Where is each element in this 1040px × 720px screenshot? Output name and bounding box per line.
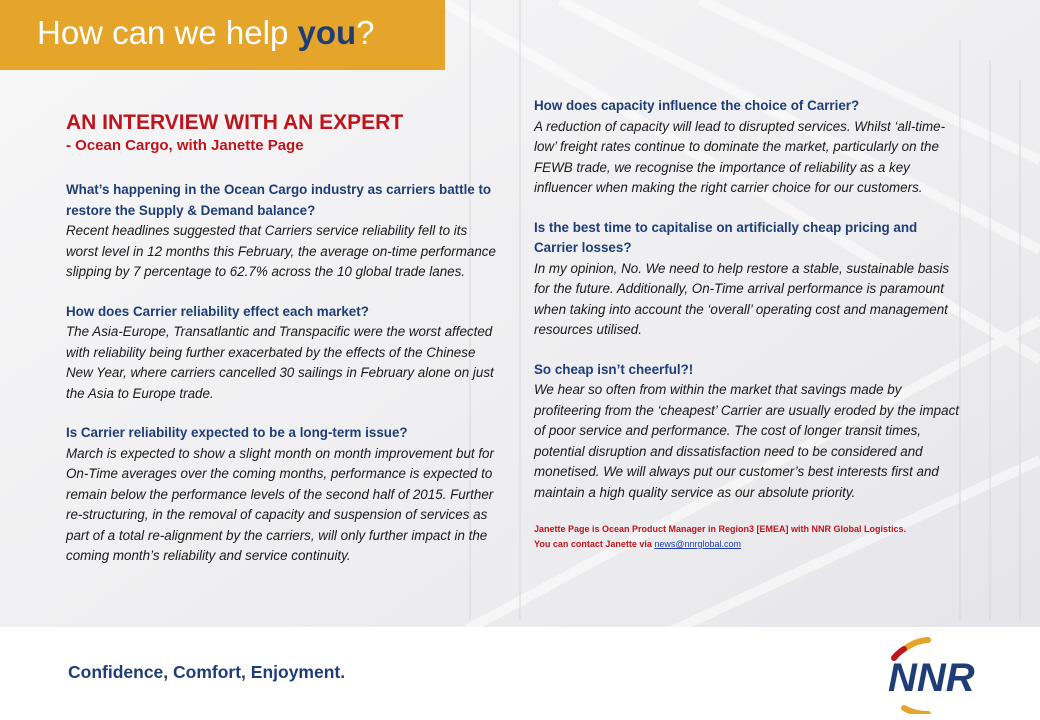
- qa-block: [534, 218, 959, 341]
- question: Is Carrier reliability expected to be a long-term issue?: [66, 425, 408, 440]
- question: Is the best time to capitalise on artificially cheap pricing and Carrier losses?: [534, 219, 918, 255]
- article-title: AN INTERVIEW WITH AN EXPERT: [66, 111, 404, 134]
- question: So cheap isn’t cheerful?!: [534, 361, 694, 377]
- contact-email-link[interactable]: news@nnrglobal.com: [654, 539, 742, 549]
- answer: Recent headlines suggested that Carriers service reliability fell to its worst level in 12 months this February, the average on-time performance slipping by 7 percentage to 62.7% across the 10 global trade lanes.: [66, 223, 496, 279]
- answer: We hear so often from within the market that savings made by profiteering from the ‘cheapest’ Carrier are usually eroded by the impact of poor service and performance. The cost of longer transit times, potential disruption and dissatisfaction need to be considered and monetised. We will always put our customer’s best interests first and maintain a high quality service as our absolute priority.: [534, 382, 959, 500]
- page-title: How can we help you?: [37, 14, 375, 51]
- logo-text: NNR: [888, 656, 975, 700]
- question: How does Carrier reliability effect each market?: [66, 303, 369, 319]
- article-subtitle: - Ocean Cargo, with Janette Page: [66, 137, 304, 154]
- author-contact-line: You can contact Janette via news@nnrglobal.com: [534, 539, 742, 549]
- answer: The Asia-Europe, Transatlantic and Transpacific were the worst affected with reliability being further exacerbated by the effects of the Chinese New Year, where carriers cancelled 30 sailings in February alone on just the Asia to Europe trade.: [66, 324, 494, 401]
- qa-block: [534, 360, 959, 504]
- answer: A reduction of capacity will lead to disrupted services. Whilst ‘all-time-low’ freight rates continue to dominate the market, particularly on the FEWB trade, we recognise the importance of reliability as a key influencer when making the right carrier choice for our customers.: [534, 118, 946, 195]
- qa-block: [66, 180, 496, 283]
- right-column: [534, 96, 959, 552]
- answer: March is expected to show a slight month on month improvement but for On-Time averages over the coming months, performance is expected to remain below the performance levels of the second half of 2015. Further re-structuring, in the removal of capacity and suspension of services as part of a total re-alignment by the carriers, will only further impact in the coming month’s reliability and service continuity.: [66, 445, 494, 563]
- footer-tagline: Confidence, Comfort, Enjoyment.: [68, 662, 346, 682]
- answer: In my opinion, No. We need to help restore a stable, sustainable basis for the future. Additionally, On-Time arrival performance is paramount when taking into account the ‘overall’ operating cost and management resources utilised.: [534, 260, 950, 337]
- question: How does capacity influence the choice of Carrier?: [534, 98, 860, 113]
- qa-block: [66, 302, 496, 405]
- author-note: [534, 522, 959, 552]
- left-column: [66, 110, 496, 586]
- nnr-logo: [884, 634, 994, 714]
- qa-block: [534, 96, 959, 199]
- title-accent-word: you: [297, 14, 357, 51]
- author-note-line: Janette Page is Ocean Product Manager in Region3 [EMEA] with NNR Global Logistics.: [534, 524, 907, 534]
- question: What’s happening in the Ocean Cargo industry as carriers battle to restore the Supply & Demand balance?: [66, 182, 492, 218]
- qa-block: [66, 423, 496, 567]
